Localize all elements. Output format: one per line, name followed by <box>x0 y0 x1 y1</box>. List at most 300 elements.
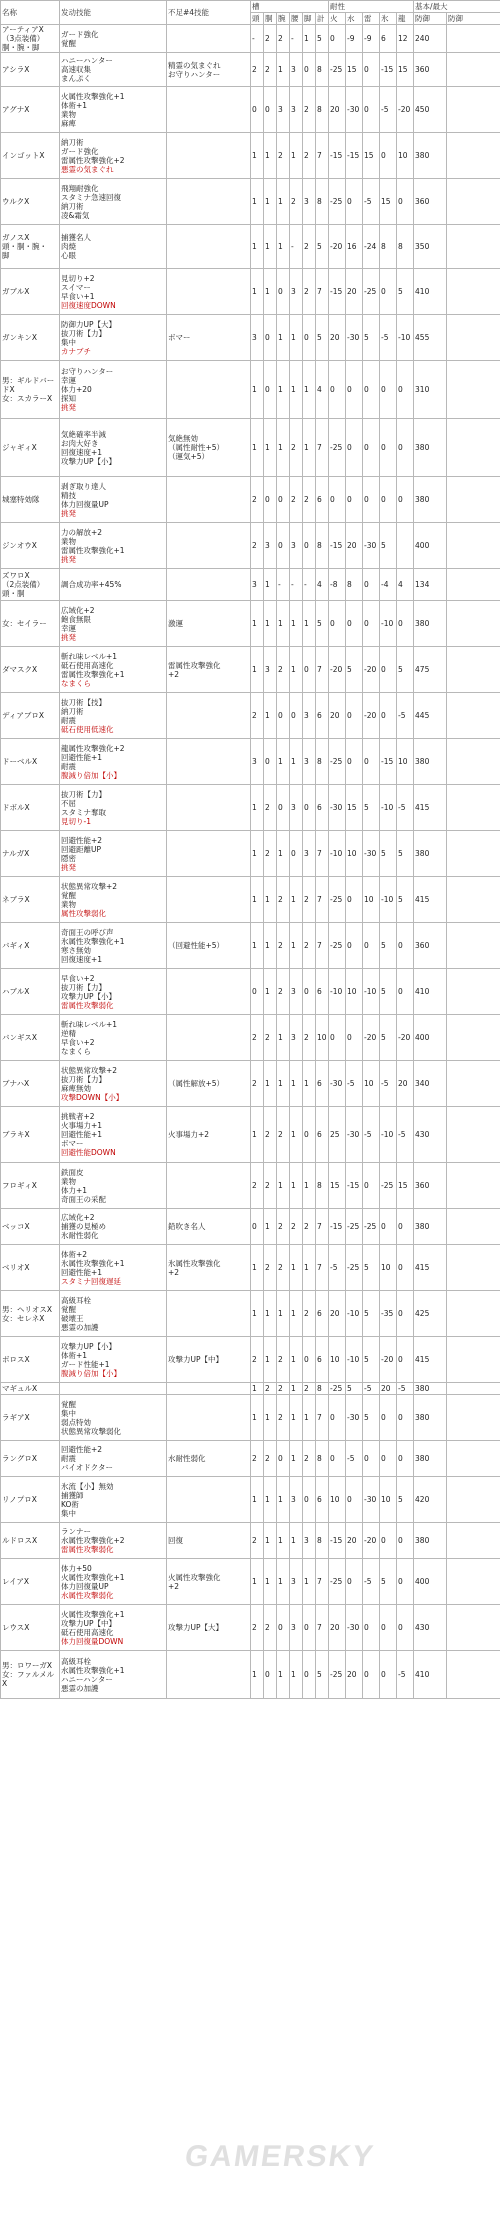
slot-胴: 0 <box>264 1651 277 1699</box>
skill-item: 氷流【小】無効 <box>61 1481 114 1491</box>
skill-list <box>60 1605 167 1651</box>
resist-水: 20 <box>346 523 363 569</box>
skill-list <box>60 1651 167 1699</box>
slot-脚: 1 <box>303 1559 316 1605</box>
skill-list <box>60 1245 167 1291</box>
slot-頭: 1 <box>251 419 264 477</box>
slot-胴: 1 <box>264 1559 277 1605</box>
slot-腕: - <box>277 569 290 601</box>
skill-item: スイマー <box>61 282 91 292</box>
resist-雷: -20 <box>363 647 380 693</box>
skill-item: 飽食無限 <box>61 614 91 624</box>
skill-item: 麻痺無効 <box>61 1083 91 1093</box>
table-row <box>1 1245 500 1291</box>
skill-list <box>60 87 167 133</box>
table-row <box>1 477 500 523</box>
slot-腰: 1 <box>290 1383 303 1395</box>
base-defense: 400 <box>414 1559 447 1605</box>
armor-name: ウルクX <box>1 179 60 225</box>
lacking-skill <box>167 569 251 601</box>
resist-龍: 0 <box>397 1441 414 1477</box>
max-defense <box>447 877 500 923</box>
slot-計: 8 <box>316 523 329 569</box>
base-defense: 360 <box>414 1163 447 1209</box>
resist-水: 10 <box>346 831 363 877</box>
skill-item: 状態異常攻撃+2 <box>61 1065 118 1075</box>
slot-脚: 2 <box>303 923 316 969</box>
armor-name: ボロスX <box>1 1337 60 1383</box>
armor-name: ラングロX <box>1 1441 60 1477</box>
max-defense <box>447 923 500 969</box>
resist-氷: -10 <box>380 1107 397 1163</box>
base-defense: 134 <box>414 569 447 601</box>
skill-item: バイオドクター <box>61 1463 113 1472</box>
skill-item: 氷属性攻撃強化+1 <box>61 1258 125 1268</box>
slot-計: 8 <box>316 87 329 133</box>
resist-氷: 5 <box>380 1015 397 1061</box>
slot-脚: 0 <box>303 969 316 1015</box>
resist-雷: -25 <box>363 269 380 315</box>
resist-氷: 20 <box>380 1383 397 1395</box>
slot-胴: 0 <box>264 361 277 419</box>
skill-list <box>60 969 167 1015</box>
skill-item: KO術 <box>61 1499 79 1509</box>
resist-雷: 10 <box>363 1061 380 1107</box>
skill-item: 悪霊の加護 <box>61 1683 99 1693</box>
slot-腰: 1 <box>290 1107 303 1163</box>
slot-脚: 1 <box>303 1163 316 1209</box>
slot-胴: 1 <box>264 877 277 923</box>
skill-item: 抜刀術【技】 <box>61 697 106 707</box>
slot-計: 8 <box>316 1383 329 1395</box>
skill-item: 雷属性攻撃強化+1 <box>61 669 125 679</box>
skill-item: 納刀術 <box>61 137 84 147</box>
slot-計: 7 <box>316 419 329 477</box>
resist-龍: 0 <box>397 601 414 647</box>
resist-龍: -20 <box>397 1015 414 1061</box>
resist-龍: 0 <box>397 1605 414 1651</box>
table-row <box>1 1383 500 1395</box>
resist-雷: -5 <box>363 1383 380 1395</box>
resist-雷: 0 <box>363 569 380 601</box>
resist-龍: 0 <box>397 361 414 419</box>
slot-腰: 1 <box>290 315 303 361</box>
base-defense: 415 <box>414 1245 447 1291</box>
table-row <box>1 1651 500 1699</box>
slot-腰: 3 <box>290 1015 303 1061</box>
skill-item: 心眼 <box>61 251 76 260</box>
skill-list <box>60 831 167 877</box>
slot-腕: 1 <box>277 831 290 877</box>
resist-水: 15 <box>346 53 363 87</box>
table-row <box>1 739 500 785</box>
slot-腕: 1 <box>277 1477 290 1523</box>
slot-胴: 1 <box>264 1477 277 1523</box>
max-defense <box>447 1605 500 1651</box>
resist-雷: 0 <box>363 1605 380 1651</box>
slot-頭: 2 <box>251 477 264 523</box>
slot-脚: 2 <box>303 269 316 315</box>
armor-name: ハブルX <box>1 969 60 1015</box>
slot-腰: 3 <box>290 523 303 569</box>
slot-脚: 2 <box>303 225 316 269</box>
slot-計: 6 <box>316 1337 329 1383</box>
skill-item: なまくら <box>61 1046 91 1056</box>
slot-頭: 1 <box>251 831 264 877</box>
table-row <box>1 53 500 87</box>
negative-skill: カナブチ <box>61 346 91 356</box>
armor-name: ベリオX <box>1 1245 60 1291</box>
slot-腕: 1 <box>277 225 290 269</box>
slot-腰: 3 <box>290 785 303 831</box>
slot-計: 8 <box>316 1163 329 1209</box>
table-row <box>1 877 500 923</box>
slot-頭: 2 <box>251 1163 264 1209</box>
slot-頭: 1 <box>251 1559 264 1605</box>
resist-火: -25 <box>329 1383 346 1395</box>
slot-計: 7 <box>316 647 329 693</box>
header-def-1: 防御 <box>447 13 500 25</box>
table-row <box>1 269 500 315</box>
armor-name: ベッコX <box>1 1209 60 1245</box>
skill-item: 雷属性攻撃強化+1 <box>61 545 125 555</box>
base-defense: 415 <box>414 785 447 831</box>
skill-item: 隠密 <box>61 853 76 863</box>
table-row <box>1 693 500 739</box>
resist-火: 0 <box>329 1015 346 1061</box>
negative-skill: 雷属性攻撃弱化 <box>61 1000 114 1010</box>
slot-頭: 2 <box>251 1523 264 1559</box>
resist-水: 0 <box>346 1559 363 1605</box>
lacking-skill <box>167 87 251 133</box>
header-resist-1: 水 <box>346 13 363 25</box>
resist-氷: 0 <box>380 647 397 693</box>
slot-脚: 0 <box>303 315 316 361</box>
slot-計: 7 <box>316 1209 329 1245</box>
max-defense <box>447 269 500 315</box>
skill-item: 凌&霜気 <box>61 210 90 220</box>
skill-list <box>60 739 167 785</box>
resist-水: 0 <box>346 923 363 969</box>
resist-氷: -5 <box>380 1061 397 1107</box>
resist-水: -30 <box>346 1395 363 1441</box>
base-defense: 340 <box>414 1061 447 1107</box>
lacking-skill <box>167 785 251 831</box>
slot-計: 7 <box>316 877 329 923</box>
armor-name: ガブルX <box>1 269 60 315</box>
slot-胴: 2 <box>264 1441 277 1477</box>
lacking-skill <box>167 179 251 225</box>
lacking-skill <box>167 1651 251 1699</box>
skill-list <box>60 1337 167 1383</box>
skill-list <box>60 1163 167 1209</box>
slot-頭: 1 <box>251 269 264 315</box>
slot-腕: 1 <box>277 361 290 419</box>
base-defense: 430 <box>414 1605 447 1651</box>
armor-name: ドーベルX <box>1 739 60 785</box>
slot-頭: 0 <box>251 1209 264 1245</box>
slot-胴: 1 <box>264 693 277 739</box>
resist-龍: 0 <box>397 1245 414 1291</box>
slot-腕: 2 <box>277 25 290 53</box>
slot-計: 7 <box>316 1559 329 1605</box>
resist-龍: 10 <box>397 739 414 785</box>
skill-item: 体力回復量UP <box>61 499 109 509</box>
resist-雷: -9 <box>363 25 380 53</box>
slot-胴: 2 <box>264 1383 277 1395</box>
armor-name: アシラX <box>1 53 60 87</box>
resist-雷: -5 <box>363 1107 380 1163</box>
slot-腕: 1 <box>277 179 290 225</box>
slot-腕: 0 <box>277 1441 290 1477</box>
slot-腕: 1 <box>277 1163 290 1209</box>
max-defense <box>447 969 500 1015</box>
table-row <box>1 1523 500 1559</box>
base-defense: 445 <box>414 693 447 739</box>
skill-item: 逆精 <box>61 1028 76 1038</box>
slot-腕: 2 <box>277 1395 290 1441</box>
slot-脚: 1 <box>303 419 316 477</box>
resist-龍: -5 <box>397 1651 414 1699</box>
armor-name: アーティアX （3点装備） 胴・腕・脚 <box>1 25 60 53</box>
header-slot-4: 脚 <box>303 13 316 25</box>
resist-火: 0 <box>329 1395 346 1441</box>
resist-雷: 0 <box>363 419 380 477</box>
resist-水: 0 <box>346 693 363 739</box>
resist-龍: 5 <box>397 269 414 315</box>
slot-脚: 0 <box>303 1107 316 1163</box>
lacking-skill: 火属性攻撃強化 +2 <box>167 1559 251 1605</box>
base-defense: 360 <box>414 53 447 87</box>
table-row <box>1 523 500 569</box>
resist-水: 15 <box>346 785 363 831</box>
slot-腕: 2 <box>277 1245 290 1291</box>
skill-item: 状態異常攻撃+2 <box>61 881 118 891</box>
negative-skill: 挑発 <box>61 554 76 564</box>
slot-頭: 2 <box>251 53 264 87</box>
skill-item: 業物 <box>61 536 76 546</box>
slot-頭: 1 <box>251 1291 264 1337</box>
resist-氷: 0 <box>380 1209 397 1245</box>
max-defense <box>447 133 500 179</box>
table-row <box>1 647 500 693</box>
skill-item: 火事場力+1 <box>61 1121 103 1130</box>
slot-腕: 2 <box>277 1383 290 1395</box>
lacking-skill: 火事場力+2 <box>167 1107 251 1163</box>
resist-火: 10 <box>329 1337 346 1383</box>
slot-頭: 1 <box>251 133 264 179</box>
slot-胴: 3 <box>264 523 277 569</box>
skill-list <box>60 1291 167 1337</box>
max-defense <box>447 53 500 87</box>
resist-氷: 5 <box>380 923 397 969</box>
base-defense: 380 <box>414 601 447 647</box>
slot-腰: - <box>290 25 303 53</box>
skill-item: 体力+50 <box>61 1563 92 1573</box>
lacking-skill: 精霊の気まぐれ お守りハンター <box>167 53 251 87</box>
slot-頭: 2 <box>251 1337 264 1383</box>
skill-list <box>60 419 167 477</box>
negative-skill: 属性攻撃弱化 <box>61 908 106 918</box>
skill-item: 奇面王の呼び声 <box>61 927 114 937</box>
lacking-skill: 攻撃力UP【中】 <box>167 1337 251 1383</box>
negative-skill: なまくら <box>61 678 91 688</box>
skill-item: 回避距離UP <box>61 844 102 854</box>
armor-name: ダマスクX <box>1 647 60 693</box>
skill-item: ボマー <box>61 1139 84 1148</box>
resist-龍: 0 <box>397 1209 414 1245</box>
slot-計: 7 <box>316 1245 329 1291</box>
slot-計: 5 <box>316 225 329 269</box>
skill-item: 奇面王の采配 <box>61 1194 106 1204</box>
skill-item: 火属性攻撃強化+1 <box>61 91 125 101</box>
table-row <box>1 225 500 269</box>
lacking-skill: 氷属性攻撃強化 +2 <box>167 1245 251 1291</box>
slot-計: 7 <box>316 1395 329 1441</box>
armor-name: レウスX <box>1 1605 60 1651</box>
armor-name: ジンオウX <box>1 523 60 569</box>
armor-name: ネブラX <box>1 877 60 923</box>
slot-胴: 1 <box>264 969 277 1015</box>
resist-雷: -5 <box>363 179 380 225</box>
resist-火: 20 <box>329 1291 346 1337</box>
max-defense <box>447 647 500 693</box>
resist-龍: 5 <box>397 831 414 877</box>
skill-item: 龍属性攻撃強化+2 <box>61 743 125 753</box>
slot-胴: 1 <box>264 1337 277 1383</box>
skill-item: 捕獲の見極め <box>61 1222 106 1231</box>
resist-水: 0 <box>346 419 363 477</box>
resist-水: -30 <box>346 87 363 133</box>
skill-item: 雷属性攻撃強化+2 <box>61 155 125 165</box>
resist-火: 0 <box>329 477 346 523</box>
resist-火: -30 <box>329 785 346 831</box>
skill-list <box>60 315 167 361</box>
resist-雷: 0 <box>363 87 380 133</box>
resist-龍: 0 <box>397 1291 414 1337</box>
armor-name: バギィX <box>1 923 60 969</box>
max-defense <box>447 1383 500 1395</box>
slot-腕: 2 <box>277 1337 290 1383</box>
negative-skill: 挑発 <box>61 862 76 872</box>
skill-item: 抜刀術【力】 <box>61 789 106 799</box>
skill-item: ハニーハンター <box>61 1674 113 1684</box>
skill-item: 覚醒 <box>61 890 76 900</box>
resist-龍: 12 <box>397 25 414 53</box>
slot-腕: 2 <box>277 969 290 1015</box>
skill-item: 覚醒 <box>61 1399 76 1409</box>
slot-脚: 2 <box>303 1015 316 1061</box>
skill-item: 水属性攻撃強化+1 <box>61 1665 125 1675</box>
resist-雷: -20 <box>363 693 380 739</box>
resist-水: -30 <box>346 1605 363 1651</box>
slot-腕: 1 <box>277 53 290 87</box>
resist-氷: -10 <box>380 601 397 647</box>
base-defense: 410 <box>414 269 447 315</box>
slot-脚: 1 <box>303 601 316 647</box>
skill-item: ガード強化 <box>61 146 99 156</box>
base-defense: 430 <box>414 1107 447 1163</box>
skill-item: ランナー <box>61 1527 91 1536</box>
skill-item: まんぷく <box>61 74 91 83</box>
resist-火: -10 <box>329 831 346 877</box>
skill-item: 不屈 <box>61 798 76 808</box>
resist-雷: 0 <box>363 1441 380 1477</box>
skill-item: 調合成功率+45% <box>61 580 122 589</box>
table-row <box>1 179 500 225</box>
negative-skill: 挑発 <box>61 632 76 642</box>
base-defense: 360 <box>414 179 447 225</box>
slot-腕: 1 <box>277 1523 290 1559</box>
armor-name: リノプロX <box>1 1477 60 1523</box>
skill-item: 飛翔耐強化 <box>61 183 99 193</box>
armor-name: ブラキX <box>1 1107 60 1163</box>
slot-腰: 3 <box>290 1559 303 1605</box>
header-slot-2: 腕 <box>277 13 290 25</box>
resist-氷: 0 <box>380 419 397 477</box>
header-slot-0: 頭 <box>251 13 264 25</box>
resist-雷: -30 <box>363 831 380 877</box>
table-row <box>1 419 500 477</box>
slot-腕: 2 <box>277 1209 290 1245</box>
skill-item: 攻撃力UP【小】 <box>61 1341 117 1351</box>
armor-name: マギュルX <box>1 1383 60 1395</box>
slot-頭: 1 <box>251 179 264 225</box>
header-slot-5: 計 <box>316 13 329 25</box>
slot-脚: 2 <box>303 1291 316 1337</box>
slot-腕: 1 <box>277 1651 290 1699</box>
table-row <box>1 831 500 877</box>
resist-雷: -25 <box>363 1209 380 1245</box>
base-defense: 380 <box>414 1395 447 1441</box>
slot-胴: 2 <box>264 1163 277 1209</box>
armor-name: ズワロX （2点装備） 頭・胴 <box>1 569 60 601</box>
slot-脚: 0 <box>303 1337 316 1383</box>
resist-水: -5 <box>346 1441 363 1477</box>
slot-腰: 1 <box>290 877 303 923</box>
slot-頭: 1 <box>251 923 264 969</box>
max-defense <box>447 523 500 569</box>
slot-腰: - <box>290 569 303 601</box>
slot-腰: 1 <box>290 601 303 647</box>
table-row <box>1 25 500 53</box>
slot-胴: 2 <box>264 1015 277 1061</box>
skill-item: 攻撃力UP【小】 <box>61 991 117 1001</box>
resist-龍: 10 <box>397 133 414 179</box>
resist-氷: -25 <box>380 1163 397 1209</box>
skill-item: 納刀術 <box>61 706 84 716</box>
skill-item: ガード性能+1 <box>61 1359 110 1369</box>
slot-腰: 1 <box>290 647 303 693</box>
resist-雷: -5 <box>363 1559 380 1605</box>
slot-腕: 2 <box>277 647 290 693</box>
skill-item: 体術+1 <box>61 1350 88 1360</box>
slot-計: 7 <box>316 269 329 315</box>
skill-item: 早食い+1 <box>61 291 95 301</box>
skill-list <box>60 1477 167 1523</box>
resist-氷: 0 <box>380 1605 397 1651</box>
resist-水: -5 <box>346 1061 363 1107</box>
base-defense: 420 <box>414 1477 447 1523</box>
max-defense <box>447 87 500 133</box>
skill-item: 力の解放+2 <box>61 527 103 537</box>
skill-item: 破壊王 <box>61 1313 84 1323</box>
skill-item: お肉大好き <box>61 438 99 448</box>
slot-腰: - <box>290 225 303 269</box>
slot-脚: 1 <box>303 25 316 53</box>
base-defense: 380 <box>414 419 447 477</box>
slot-頭: 3 <box>251 739 264 785</box>
